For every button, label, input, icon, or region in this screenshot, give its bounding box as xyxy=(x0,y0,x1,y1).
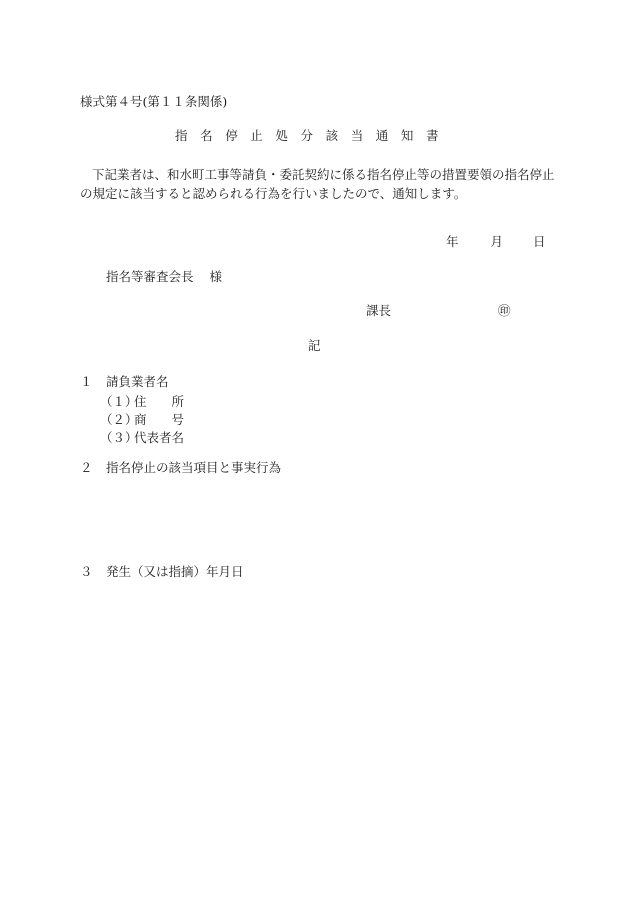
form-number: 様式第４号(第１１条関係) xyxy=(80,94,228,109)
sub-item-trade-name xyxy=(100,411,184,429)
sub-item-representative xyxy=(100,429,184,447)
addressee-honorific: 様 xyxy=(209,269,223,284)
ki-heading: 記 xyxy=(308,338,321,353)
sub-item-number: （１） xyxy=(100,394,138,409)
sub-item-address xyxy=(100,393,184,411)
sender xyxy=(366,303,511,318)
date-month: 月 xyxy=(490,234,504,249)
date-day: 日 xyxy=(533,234,546,249)
addressee-name: 指名等審査会長 xyxy=(106,269,194,284)
notice-body-text: 下記業者は、和水町工事等請負・委託契約に係る指名停止等の措置要領の指名停止の規定に該当すると認められる行為を行いましたので、通知します。 xyxy=(80,167,555,201)
date-year: 年 xyxy=(446,234,459,249)
item-2-label: 指名停止の該当項目と事実行為 xyxy=(106,460,282,475)
date-line xyxy=(446,236,546,249)
item-2-number: ２ xyxy=(80,460,93,475)
sub-item-number: （３） xyxy=(100,430,138,445)
item-2 xyxy=(80,462,281,475)
item-1-number: １ xyxy=(80,374,93,389)
seal-mark: ㊞ xyxy=(498,303,511,318)
item-1-sublist xyxy=(100,393,184,447)
addressee xyxy=(106,271,222,284)
item-1-label: 請負業者名 xyxy=(106,374,169,389)
sub-item-label: 商 号 xyxy=(134,412,185,427)
sender-title: 課長 xyxy=(366,303,392,318)
sub-item-label: 住 所 xyxy=(134,394,185,409)
item-3-label: 発生（又は指摘）年月日 xyxy=(106,564,244,579)
sub-item-number: （２） xyxy=(100,412,138,427)
item-1 xyxy=(80,376,169,389)
document-title: 指名停止処分該当通知書 xyxy=(175,128,452,143)
sub-item-label: 代表者名 xyxy=(134,430,185,445)
item-3-number: ３ xyxy=(80,564,93,579)
item-3 xyxy=(80,566,244,579)
